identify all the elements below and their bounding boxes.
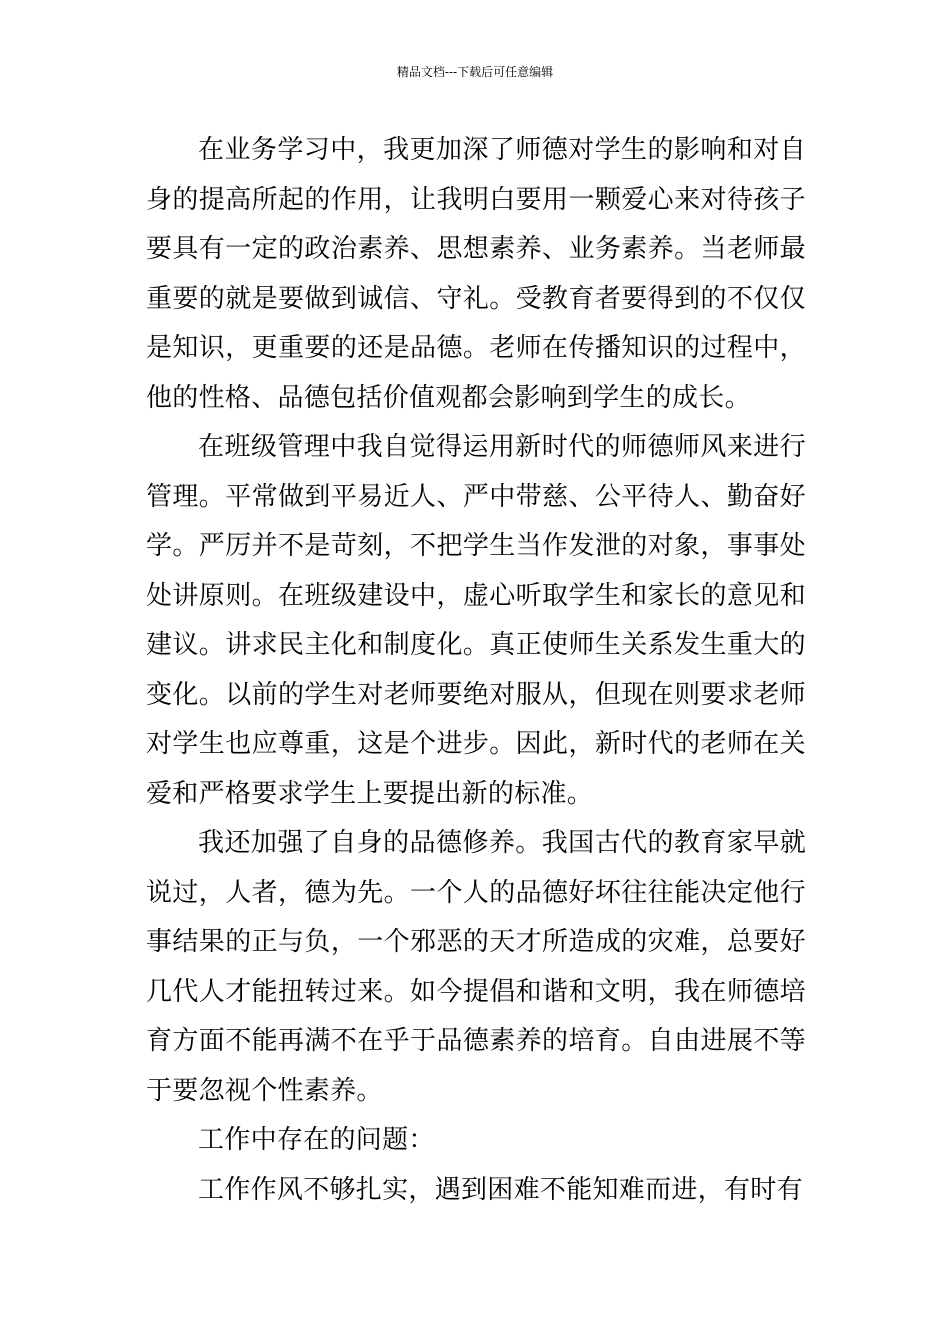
paragraph-problems-heading: 工作中存在的问题： (198, 1125, 435, 1155)
paragraph-class-management: 在班级管理中我自觉得运用新时代的师德师风来进行管理。平常做到平易近人、严中带慈、公平待人、勤奋好学。严厉并不是苛刻，不把学生当作发泄的对象，事事处处讲原则。在班级建设中，虚心听取学生和家长的意见和建议。讲求民主化和制度化。真正使师生关系发生重大的变化。以前的学生对老师要绝对服从，但现在则要求老师对学生也应尊重，这是个进步。因此，新时代的老师在关爱和严格要求学生上要提出新的标准。 (146, 432, 806, 809)
document-body (146, 126, 806, 1215)
paragraph-study: 在业务学习中，我更加深了师德对学生的影响和对自身的提高所起的作用，让我明白要用一颗爱心来对待孩子要具有一定的政治素养、思想素养、业务素养。当老师最重要的就是要做到诚信、守礼。受教育者要得到的不仅仅是知识，更重要的还是品德。老师在传播知识的过程中，他的性格、品德包括价值观都会影响到学生的成长。 (146, 135, 806, 413)
paragraph-moral-cultivation: 我还加强了自身的品德修养。我国古代的教育家早就说过，人者，德为先。一个人的品德好坏往往能决定他行事结果的正与负，一个邪恶的天才所造成的灾难，总要好几代人才能扭转过来。如今提倡和谐和文明，我在师德培育方面不能再满不在乎于品德素养的培育。自由进展不等于要忽视个性素养。 (146, 828, 806, 1106)
paragraph-work-style: 工作作风不够扎实，遇到困难不能知难而进，有时有 (198, 1174, 803, 1205)
page-header: 精品文档---下载后可任意编辑 (396, 65, 554, 79)
